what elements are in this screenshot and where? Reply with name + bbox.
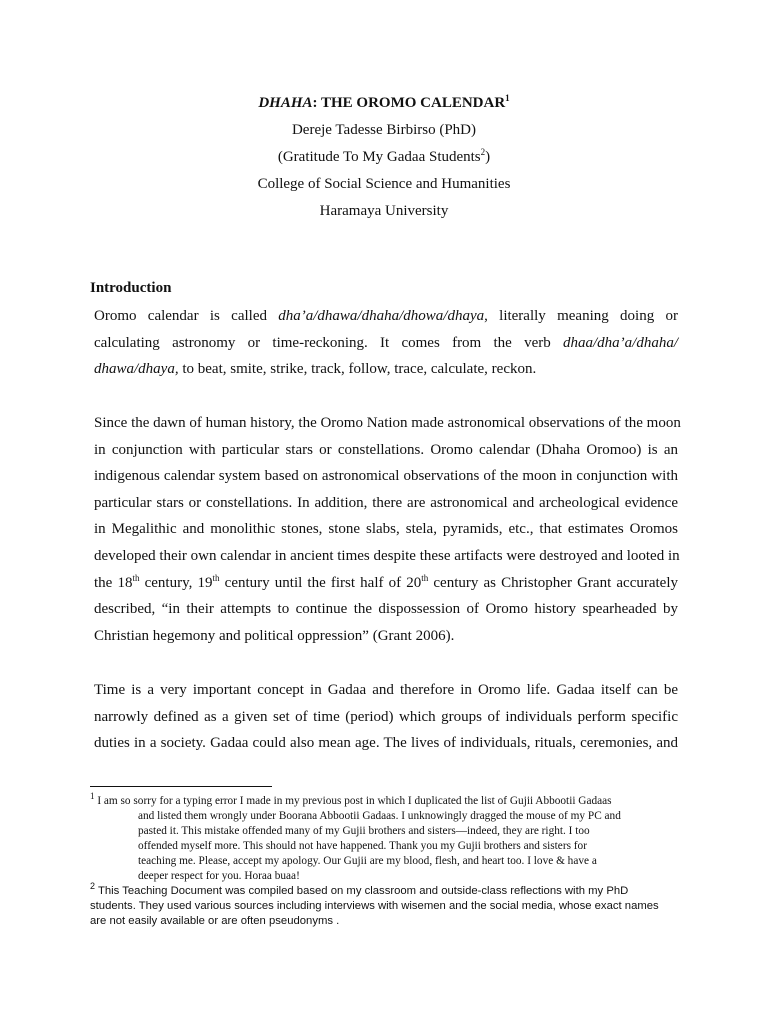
title-text: : THE OROMO CALENDAR xyxy=(312,95,506,111)
paragraph-line: Since the dawn of human history, the Oromo Nation made astronomical observations of the moon xyxy=(94,415,681,431)
paragraph-line: developed their own calendar in ancient times despite these artifacts were destroyed and looted in xyxy=(94,547,680,564)
paragraph-line: particular stars or constellations. In addition, there are astronomical and archeological evidence xyxy=(94,494,678,511)
title-italic: DHAHA xyxy=(258,95,313,111)
document-title xyxy=(0,90,768,117)
gratitude-line: (Gratitude To My Gadaa Students$^2$) xyxy=(277,147,491,165)
paragraph-line: calculating astronomy or time-reckoning. It comes from the verb dhaa/dha’a/dhaha/ xyxy=(94,334,678,351)
paragraph-2 xyxy=(94,410,681,649)
gratitude-footnote-mark[interactable]: 2 xyxy=(480,147,486,157)
paragraph-line: narrowly defined as a given set of time (period) which groups of individuals perform specific xyxy=(94,708,678,725)
footnote-2: $^2$ This Teaching Document was compiled based on my classroom and outside-class reflections with my PhD students. They used various sources including interviews with wisemen and the social media, whose exact names are not easily available or are often pseudonyms . xyxy=(90,881,659,928)
university-line: Haramaya University xyxy=(319,203,449,219)
paragraph-line: described, “in their attempts to continue the dispossession of Oromo history spearheaded by xyxy=(94,601,678,618)
title-footnote-mark[interactable]: 1 xyxy=(505,93,510,103)
footnote-1: $^1$ I am so sorry for a typing error I made in my previous post in which I duplicated the list of Gujii Abbootii Gadaas and listed them wrongly under Boorana Abbootii Gadaas. I unknowingly dragged the mouse of my PC and pasted it. This mistake offended many of my Gujii brothers and sisters—indeed, they are right. I too offended myself more. This should not have happened. Thank you my Gujii brothers and sisters for teaching me. Please, accept my apology. Our Gujii are my blood, flesh, and heart too. I love & have a deeper respect for you. Horaa buaa! xyxy=(90,791,621,882)
section-heading: Introduction xyxy=(90,280,172,296)
paragraph-line: in Megalithic and monolithic stones, stone slabs, stela, pyramids, etc., that estimates Oromos xyxy=(94,521,678,538)
paragraph-line: Time is a very important concept in Gadaa and therefore in Oromo life. Gadaa itself can be xyxy=(94,682,678,698)
paragraph-1 xyxy=(94,303,678,383)
paragraph-line: duties in a society. Gadaa could also mean age. The lives of individuals, rituals, ceremonies, and xyxy=(94,735,678,752)
footnote-divider xyxy=(90,786,272,787)
paragraph-line: dhawa/dhaya, to beat, smite, strike, track, follow, trace, calculate, reckon. xyxy=(94,361,537,378)
author-line: Dereje Tadesse Birbirso (PhD) xyxy=(291,122,477,138)
paragraph-line: the 18th century, 19th century until the first half of 20th century as Christopher Grant accurately xyxy=(94,572,678,591)
college-line: College of Social Science and Humanities xyxy=(257,176,511,192)
footnote-1-mark: 1 xyxy=(90,791,95,802)
title-block xyxy=(0,90,768,225)
paragraph-line: Oromo calendar is called dha’a/dhawa/dhaha/dhowa/dhaya, literally meaning doing or xyxy=(94,308,678,324)
paragraph-line: indigenous calendar system based on astronomical observations of the moon in conjunction with xyxy=(94,468,678,485)
footnote-2-mark: 2 xyxy=(90,881,96,892)
paragraph-line: in conjunction with particular stars or constellations. Oromo calendar (Dhaha Oromoo) is an xyxy=(94,441,678,458)
paragraph-3 xyxy=(94,677,678,757)
paragraph-line: Christian hegemony and political oppression” (Grant 2006). xyxy=(94,627,455,644)
